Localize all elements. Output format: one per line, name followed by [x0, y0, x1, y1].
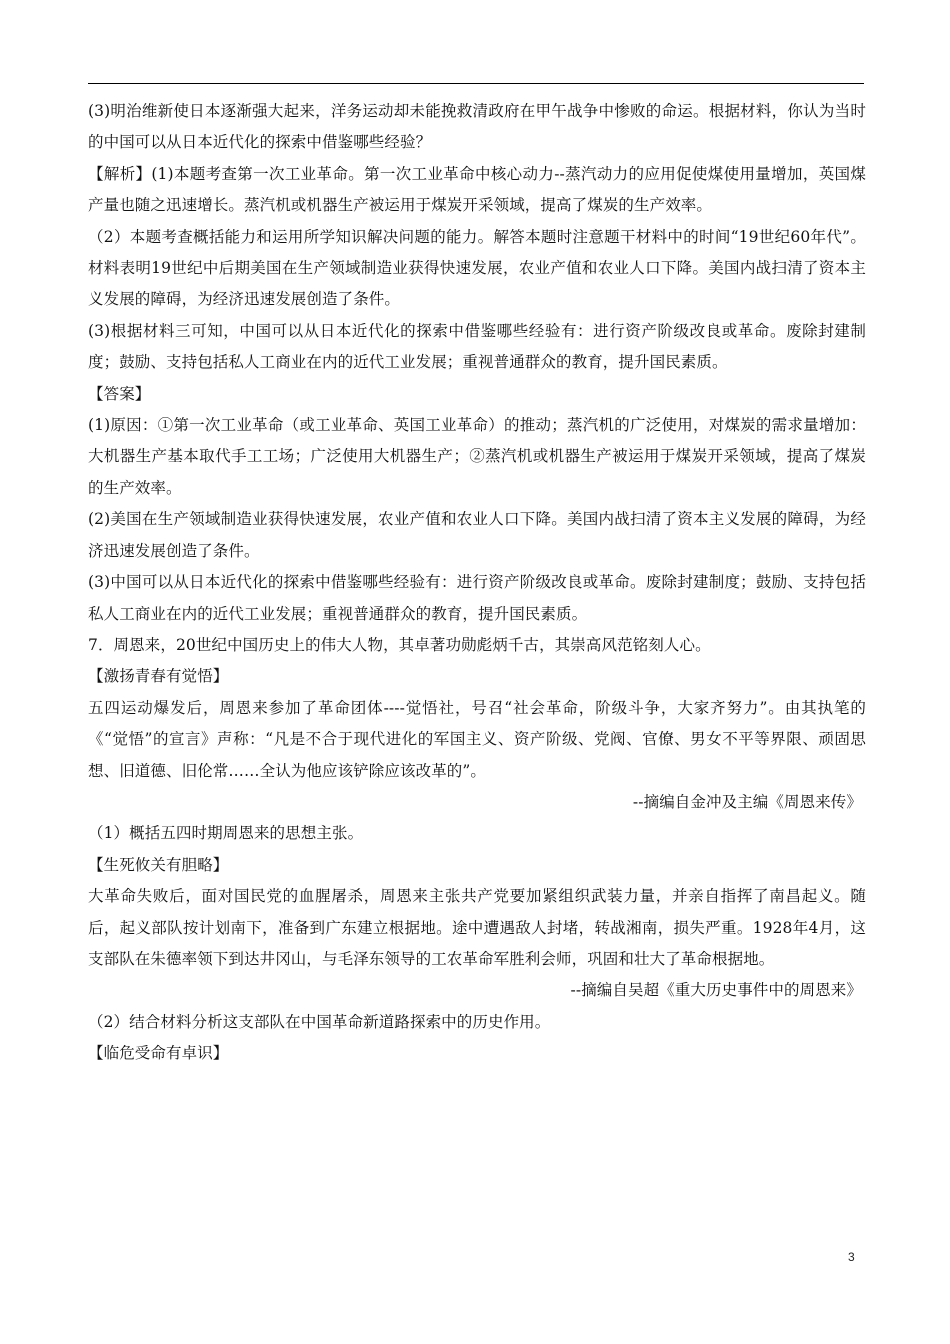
answer-part-2: (2)美国在生产领域制造业获得快速发展，农业产值和农业人口下降。美国内战扫清了资本主义发展的障碍，为经济迅速发展创造了条件。 [88, 510, 866, 560]
document-body [88, 96, 866, 1070]
section-heading-courage: 【生死攸关有胆略】 [88, 855, 229, 874]
answer-part-3: (3)中国可以从日本近代化的探索中借鉴哪些经验有：进行资产阶级改良或革命。废除封建制度；鼓励、支持包括私人工商业在内的近代工业发展；重视普通群众的教育，提升国民素质。 [88, 573, 866, 623]
analysis-part-2: （2）本题考查概括能力和运用所学知识解决问题的能力。解答本题时注意题干材料中的时间“19世纪60年代”。材料表明19世纪中后期美国在生产领域制造业获得快速发展，农业产值和农业人口下降。美国内战扫清了资本主义发展的障碍，为经济迅速发展创造了条件。 [88, 227, 866, 309]
question-7-part-2: （2）结合材料分析这支部队在中国革命新道路探索中的历史作用。 [88, 1012, 551, 1031]
question-3-text: (3)明治维新使日本逐渐强大起来，洋务运动却未能挽救清政府在甲午战争中惨败的命运。根据材料，你认为当时的中国可以从日本近代化的探索中借鉴哪些经验？ [88, 102, 866, 152]
answer-heading: 【答案】 [88, 384, 151, 403]
analysis-part-1: 【解析】(1)本题考查第一次工业革命。第一次工业革命中核心动力--蒸汽动力的应用促使煤使用量增加，英国煤产量也随之迅速增长。蒸汽机或机器生产被运用于煤炭开采领域，提高了煤炭的生产效率。 [88, 164, 866, 215]
section-heading-insight: 【临危受命有卓识】 [88, 1044, 229, 1063]
answer-part-1: (1)原因：①第一次工业革命（或工业革命、英国工业革命）的推动；蒸汽机的广泛使用，对煤炭的需求量增加：大机器生产基本取代手工工场；广泛使用大机器生产；②蒸汽机或机器生产被运用于煤炭开采领域，提高了煤炭的生产效率。 [88, 416, 866, 497]
material-awakening: 五四运动爆发后，周恩来参加了革命团体----觉悟社，号召“社会革命，阶级斗争，大家齐努力”。由其执笔的《“觉悟”的宣言》声称：“凡是不合于现代进化的军国主义、资产阶级、党阀、官僚、男女不平等界限、顽固思想、旧道德、旧伦常……全认为他应该铲除应该改革的”。 [88, 698, 866, 780]
material-courage: 大革命失败后，面对国民党的血腥屠杀，周恩来主张共产党要加紧组织武装力量，并亲自指挥了南昌起义。随后，起义部队按计划南下，准备到广东建立根据地。途中遭遇敌人封堵，转战湘南，损失严重。1928年4月，这支部队在朱德率领下到达井冈山，与毛泽东领导的工农革命军胜利会师，巩固和壮大了革命根据地。 [88, 887, 866, 968]
analysis-part-3: (3)根据材料三可知，中国可以从日本近代化的探索中借鉴哪些经验有：进行资产阶级改良或革命。废除封建制度；鼓励、支持包括私人工商业在内的近代工业发展；重视普通群众的教育，提升国民素质。 [88, 321, 866, 372]
source-citation-2: --摘编自吴超《重大历史事件中的周恩来》 [570, 981, 862, 1000]
question-7-part-1: （1）概括五四时期周恩来的思想主张。 [88, 824, 364, 843]
page-number: 3 [848, 1250, 855, 1264]
section-heading-awakening: 【激扬青春有觉悟】 [88, 667, 229, 686]
header-rule [88, 83, 864, 84]
source-citation-1: --摘编自金冲及主编《周恩来传》 [632, 792, 862, 811]
question-7-stem: 7．周恩来，20世纪中国历史上的伟大人物，其卓著功勋彪炳千古，其崇高风范铭刻人心。 [88, 635, 711, 654]
